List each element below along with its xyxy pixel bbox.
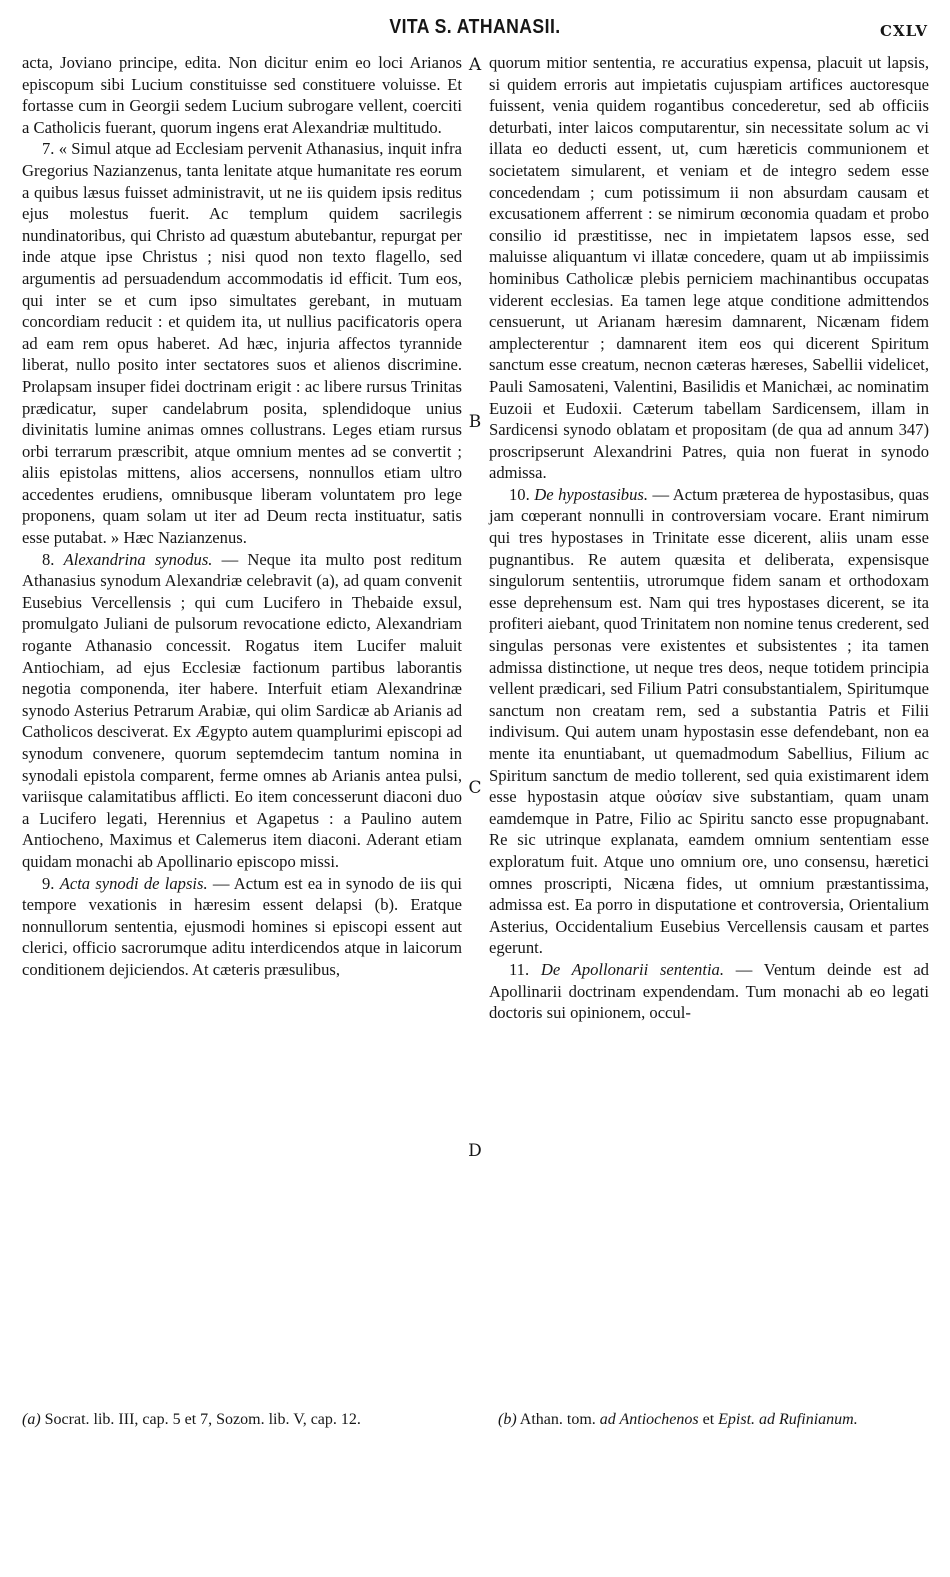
right-column [489,52,929,1024]
paragraph-10 [489,484,929,959]
section-heading: Acta synodi de lapsis. [59,873,208,893]
section-number: 8. [42,549,55,569]
section-heading: De Apollonarii sententia. [540,959,725,979]
section-text: — Actum est ea in synodo de iis qui tempore vexationis in hæresim essent delapsi (b). Eratque nonnullorum sententia, ejusmodi homines si episcopi essent aut clerici, officio sacrorumque aditu interdicendos atque in laicorum conditionem dejiciendos. At cæteris præsulibus, [22,873,463,979]
footnote-title: ad Antiochenos [599,1411,699,1428]
section-text: — Ventum deinde est ad Apollinarii doctrinam expendendam. Tum monachi ab eo legati doctoris sui opinionem, occul- [489,959,929,1023]
folio-number: CXLV [880,22,928,40]
section-number: 10. [509,484,530,504]
section-number: 9. [42,873,55,893]
footnote-text: Socrat. lib. III, cap. 5 et 7, Sozom. lib. V, cap. 12. [44,1411,361,1428]
page-header [0,16,950,46]
footnote-b [498,1410,938,1430]
paragraph-7: 7. « Simul atque ad Ecclesiam pervenit Athanasius, inquit infra Gregorius Nazianzenus, tanta lenitate atque humanitate res eorum a quibus læsus fuisset administravit, ut ne iis quidem ipsis reditus ejus molestus fuerit. Ac templum quidem sacrilegis nundinatoribus, qui Christo ad quæstum abutebantur, repurgat per inde atque ipse Christus ; nisi quod non texto flagello, sed argumentis ad persuadendum accommodatis id efficit. Tum eos, qui inter se et cum ipso simultates gerebant, in mutuam concordiam reducit : et quidem ita, ut nullius pacificatoris opera ad eam rem opus haberet. Ad hæc, injuria affectos tyrannide liberat, nullo posito inter sectatores suos et alienos discrimine. Prolapsam insuper fidei doctrinam erigit : ac libere rursus Trinitas prædicatur, super candelabrum posita, splendidoque unius divinitatis lumine animas omnes collustrans. Leges etiam rursus orbi terrarum præscribit, atque omnium mentes ad se convertit ; aliis epistolas mittens, alios accersens, nonnullos etiam ultro accedentes erudiens, omnibusque liberam voluntatem pro lege proponens, quam solam ut iter ad Deum recta instituatur, satis esse putabat. » Hæc Nazianzenus. [22,139,462,548]
margin-letter-a: A [468,55,482,75]
paragraph-9-continued: quorum mitior sententia, re accuratius expensa, placuit ut lapsis, si quidem erroris aut impietatis cujuspiam artifices auctoresque fuissent, venia quidem rogantibus concederetur, sed ab officiis deturbati, inter laicos computarentur, sin necessitate solum ac vi illata eo deducti essent, ut, cum hæreticis communionem et societatem simularent, et veniam et de integro sedem esse concedendam ; cum potissimum ii non absurdam causam et excusationem afferrent : se nimirum œconomia quadam et probo consilio id præstitisse, nec in impietatem lapsos esse, sed maluisse aliquantum vi illatæ concedere, quam ut ab impiissimis hominibus Catholicæ plebis perniciem machinantibus occupatas viderent ecclesias. Ea tamen lege atque conditione admittendos censuerunt, ut Arianam hæresim damnarent, Nicænam fidem amplecterentur ; damnarent item eos qui dicerent Spiritum sanctum esse creatum, necnon cæteras hæreses, Sabellii videlicet, Pauli Samosateni, Valentini, Basilidis et Manichæi, ac nominatim Euzoii et Eudoxii. Cæterum tabellam Sardicensem, illam in Sardicensi synodo oblatam et propositam (de qua ad annum 347) proscripserunt Alexandrini Patres, quia non fuerat in synodo admissa. [489,53,929,483]
margin-letter-d: D [468,1141,482,1161]
footnote-a [22,1410,462,1430]
footnote-mark: (a) [22,1411,41,1428]
footnote-mark: (b) [498,1411,517,1428]
section-heading: Alexandrina synodus. [63,549,213,569]
paragraph-continuation: acta, Joviano principe, edita. Non dicitur enim eo loci Arianos episcopum sibi Lucium constituisse sed constituere voluisse. Et fortasse cum in Georgii sedem Lucium subrogare vellent, coerciti a Catholicis fuerant, quorum ingens erat Alexandriæ multitudo. [22,53,462,137]
margin-letter-b: B [468,412,482,432]
footnote-text: Athan. tom. [519,1411,596,1428]
section-number: 11. [509,959,530,979]
footnote-title: Epist. ad Rufinianum. [718,1411,858,1428]
paragraph-9 [22,873,462,981]
paragraph-8 [22,549,462,873]
footnote-text: et [702,1411,715,1428]
running-title: VITA S. ATHANASII. [389,16,561,38]
left-column [22,52,462,981]
section-heading: De hypostasibus. [534,484,649,504]
margin-letter-c: C [468,778,482,798]
paragraph-11 [489,959,929,1024]
section-text: — Neque ita multo post reditum Athanasius synodum Alexandriæ celebravit (a), ad quam convenit Eusebius Vercellensis ; qui cum Lucifero in Thebaide exsul, promulgato Juliani de pulsorum revocatione edicto, Alexandriam rogante Athanasio concessit. Rogatus item Lucifer maluit Antiochiam, ad ejus Ecclesiæ factionum partibus laborantis negotia componenda, iter habere. Interfuit etiam Alexandrinæ synodo Asterius Petrarum Arabiæ, qui olim Sardicæ ab Arianis ad Catholicos desciverat. Ex Ægypto autem quamplurimi episcopi ad synodum convenere, quorum septemdecim tantum nomina in synodali epistola comparent, ferme omnes ab Arianis antea pulsi, variisque calamitatibus afflicti. Eo item concesserunt diaconi duo a Lucifero legati, Herennius et Agapetus : a Paulino autem Antiocheno, Maximus et Calemerus item diaconi. Aderant etiam quidam monachi ab Apollinario episcopo missi. [22,549,463,871]
section-text: — Actum præterea de hypostasibus, quas jam cœperant nonnulli in controversiam vocare. Erant nimirum qui tres hypostases in Trinitate esse dicerent, aliis unam esse pugnantibus. Re autem quæsita et deliberata, expensisque singulorum sententiis, utrorumque fidem sanam et orthodoxam esse deprehensum est. Nam qui tres hypostases dicerent, se ita profiteri aiebant, quod Trinitatem non nomine tenus crederent, sed singulas personas vere existentes et subsistentes ; ita tamen admissa distinctione, ut neque tres deos, neque totidem principia vellent prædicari, sed Filium Patri consubstantialem, Spiritumque sanctum non creatam rem, sed a substantia Patris et Filii indivisum. Qui autem unam hypostasin esse defendebant, non ea mente ita enuntiabant, ut quemadmodum Sabellius, Filium ac Spiritum sanctum de medio tollerent, sed quia existimarent idem esse hypostasin atque οὐσίαν sive substantiam, quam unam eamdemque in Patre, Filio ac Spiritu sancto esse propugnabant. Re sic utrinque explanata, eamdem omnium sententiam esse exploratum fuit. Atque uno omnium ore, uno consensu, hæretici omnes proscripti, Nicæna fides, ut omnium præstantissima, admissa est. Ea porro in disputatione et controversia, Orientalium Asterius, Occidentalium Eusebius Vercellensis causam et partes egerunt. [489,484,929,958]
